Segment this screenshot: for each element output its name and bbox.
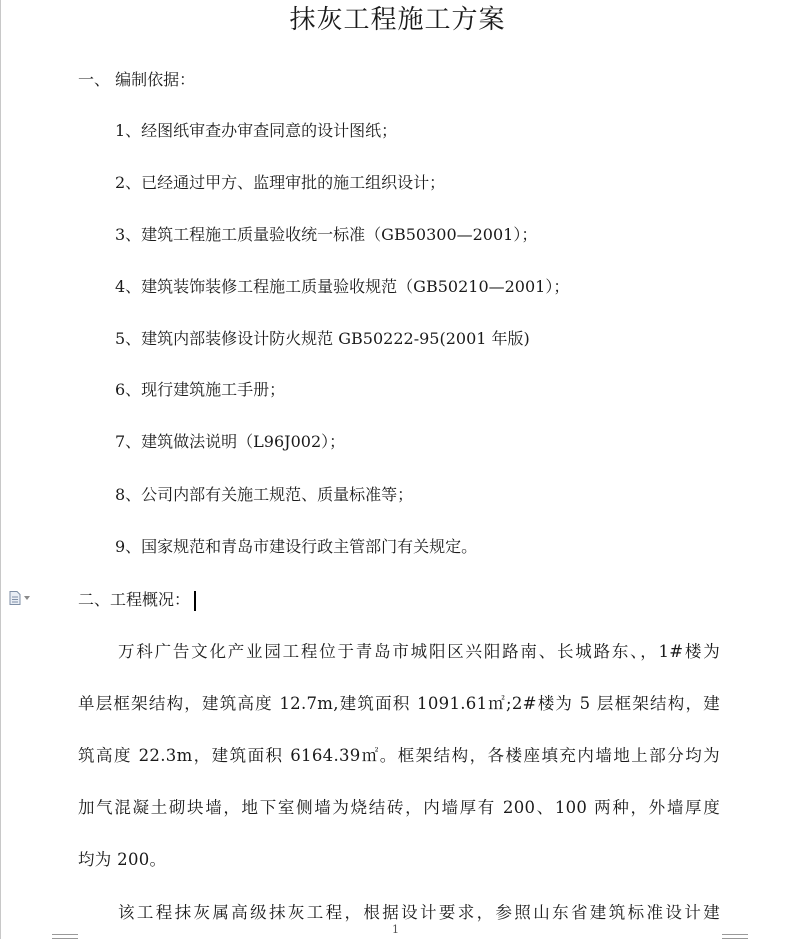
plaster-paragraph-line-1: 该工程抹灰属高级抹灰工程，根据设计要求，参照山东省建筑标准设计建 xyxy=(118,903,720,922)
section-heading-overview-label: 二、工程概况： xyxy=(78,590,191,609)
basis-item-7: 7、建筑做法说明（L96J002）； xyxy=(115,432,346,451)
section-heading-overview[interactable] xyxy=(78,588,196,612)
page-left-edge xyxy=(0,0,1,939)
text-cursor xyxy=(194,591,196,611)
overview-paragraph-line-3: 筑高度 22.3m，建筑面积 6164.39㎡。框架结构，各楼座填充内墙地上部分均为 xyxy=(78,746,720,765)
document-icon xyxy=(9,591,21,605)
basis-item-5: 5、建筑内部装修设计防火规范 GB50222-95(2001 年版) xyxy=(115,329,530,348)
section-heading-basis: 一、 编制依据： xyxy=(78,70,196,89)
footer-margin-mark-left xyxy=(52,934,78,939)
basis-item-2: 2、已经通过甲方、监理审批的施工组织设计； xyxy=(115,173,446,192)
footer-margin-mark-right xyxy=(722,934,748,939)
overview-paragraph-line-5: 均为 200。 xyxy=(78,850,167,869)
document-title: 抹灰工程施工方案 xyxy=(289,5,506,35)
basis-item-6: 6、现行建筑施工手册； xyxy=(115,380,286,399)
chevron-down-icon xyxy=(24,596,30,600)
basis-item-1: 1、经图纸审查办审查同意的设计图纸； xyxy=(115,121,398,140)
basis-item-3: 3、建筑工程施工质量验收统一标准（GB50300—2001）； xyxy=(115,225,538,244)
page-number: 1 xyxy=(392,923,399,936)
basis-item-8: 8、公司内部有关施工规范、质量标准等； xyxy=(115,485,414,504)
paragraph-options-icon[interactable] xyxy=(9,591,33,605)
basis-item-4: 4、建筑装饰装修工程施工质量验收规范（GB50210—2001）； xyxy=(115,277,570,296)
overview-paragraph-line-1: 万科广告文化产业园工程位于青岛市城阳区兴阳路南、长城路东、，1#楼为 xyxy=(118,642,720,661)
basis-item-9: 9、国家规范和青岛市建设行政主管部门有关规定。 xyxy=(115,537,478,556)
overview-paragraph-line-4: 加气混凝土砌块墙，地下室侧墙为烧结砖，内墙厚有 200、100 两种，外墙厚度 xyxy=(78,798,720,817)
overview-paragraph-line-2: 单层框架结构，建筑高度 12.7m,建筑面积 1091.61㎡;2#楼为 5 层框架结构，建 xyxy=(78,694,720,713)
